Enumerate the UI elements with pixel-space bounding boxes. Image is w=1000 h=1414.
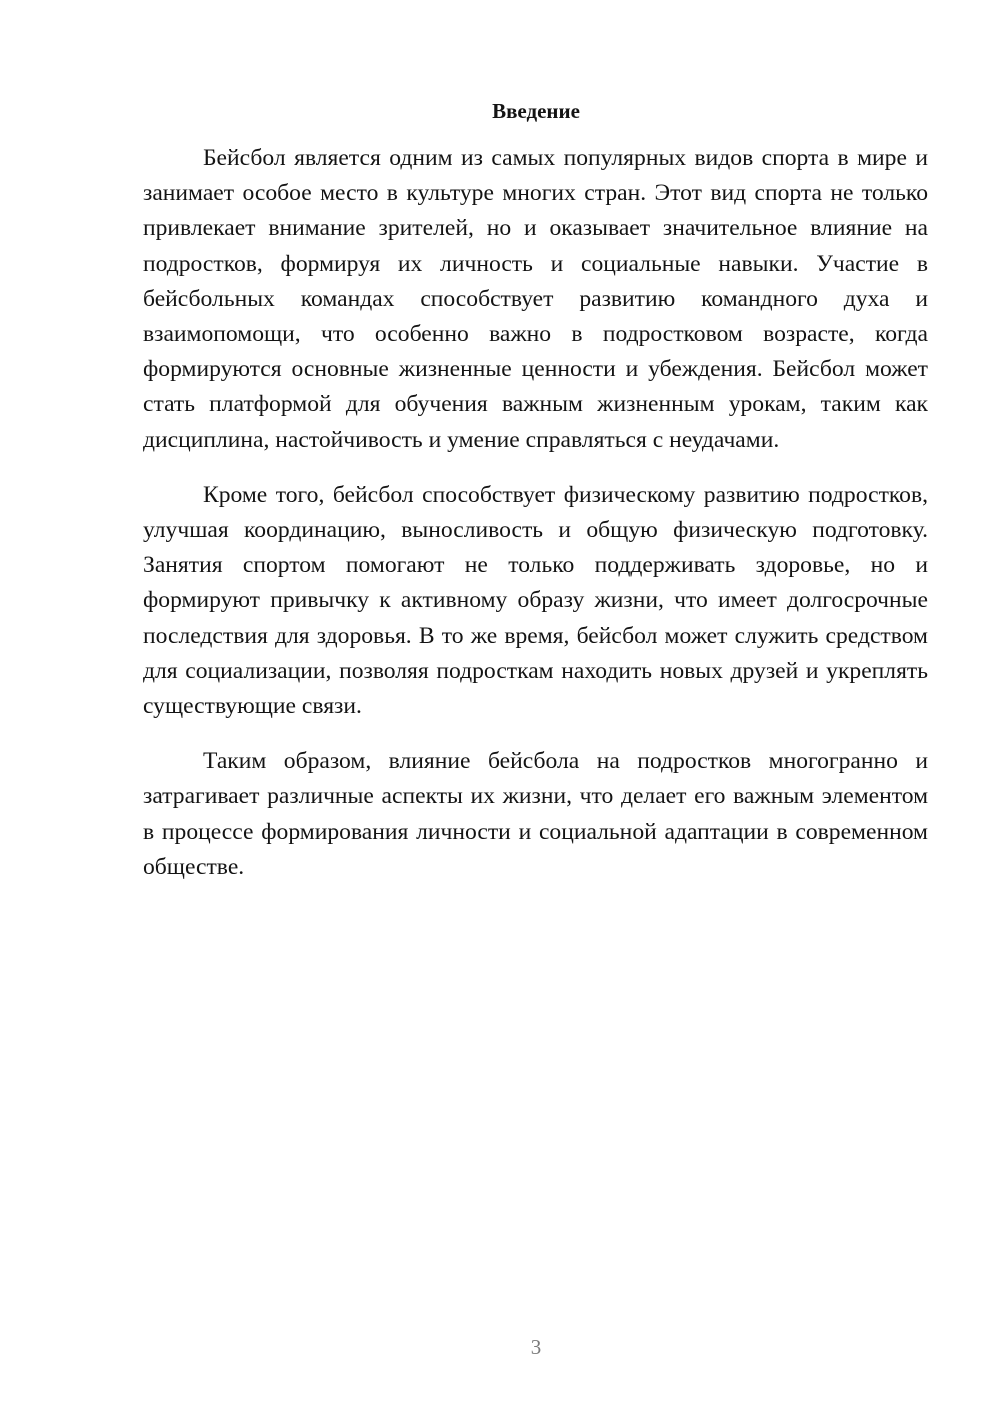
paragraph-2: Кроме того, бейсбол способствует физическому развитию подростков, улучшая координацию, выносливость и общую физическую подготовку. Занятия спортом помогают не только поддерживать здоровье, но и формируют привычку к активному образу жизни, что имеет долгосрочные последствия для здоровья. В то же время, бейсбол может служить средством для социализации, позволяя подросткам находить новых друзей и укреплять существующие связи. — [143, 481, 928, 720]
body-text — [143, 141, 928, 905]
section-heading: Введение — [492, 99, 580, 123]
paragraph-3: Таким образом, влияние бейсбола на подростков многогранно и затрагивает различные аспекты их жизни, что делает его важным элементом в процессе формирования личности и социальной адаптации в современном обществе. — [143, 748, 928, 880]
paragraph-1: Бейсбол является одним из самых популярных видов спорта в мире и занимает особое место в культуре многих стран. Этот вид спорта не только привлекает внимание зрителей, но и оказывает значительное влияние на подростков, формируя их личность и социальные навыки. Участие в бейсбольных командах способствует развитию командного духа и взаимопомощи, что особенно важно в подростковом возрасте, когда формируются основные жизненные ценности и убеждения. Бейсбол может стать платформой для обучения важным жизненным урокам, таким как дисциплина, настойчивость и умение справляться с неудачами. — [143, 145, 928, 453]
page-number: 3 — [530, 1335, 542, 1359]
